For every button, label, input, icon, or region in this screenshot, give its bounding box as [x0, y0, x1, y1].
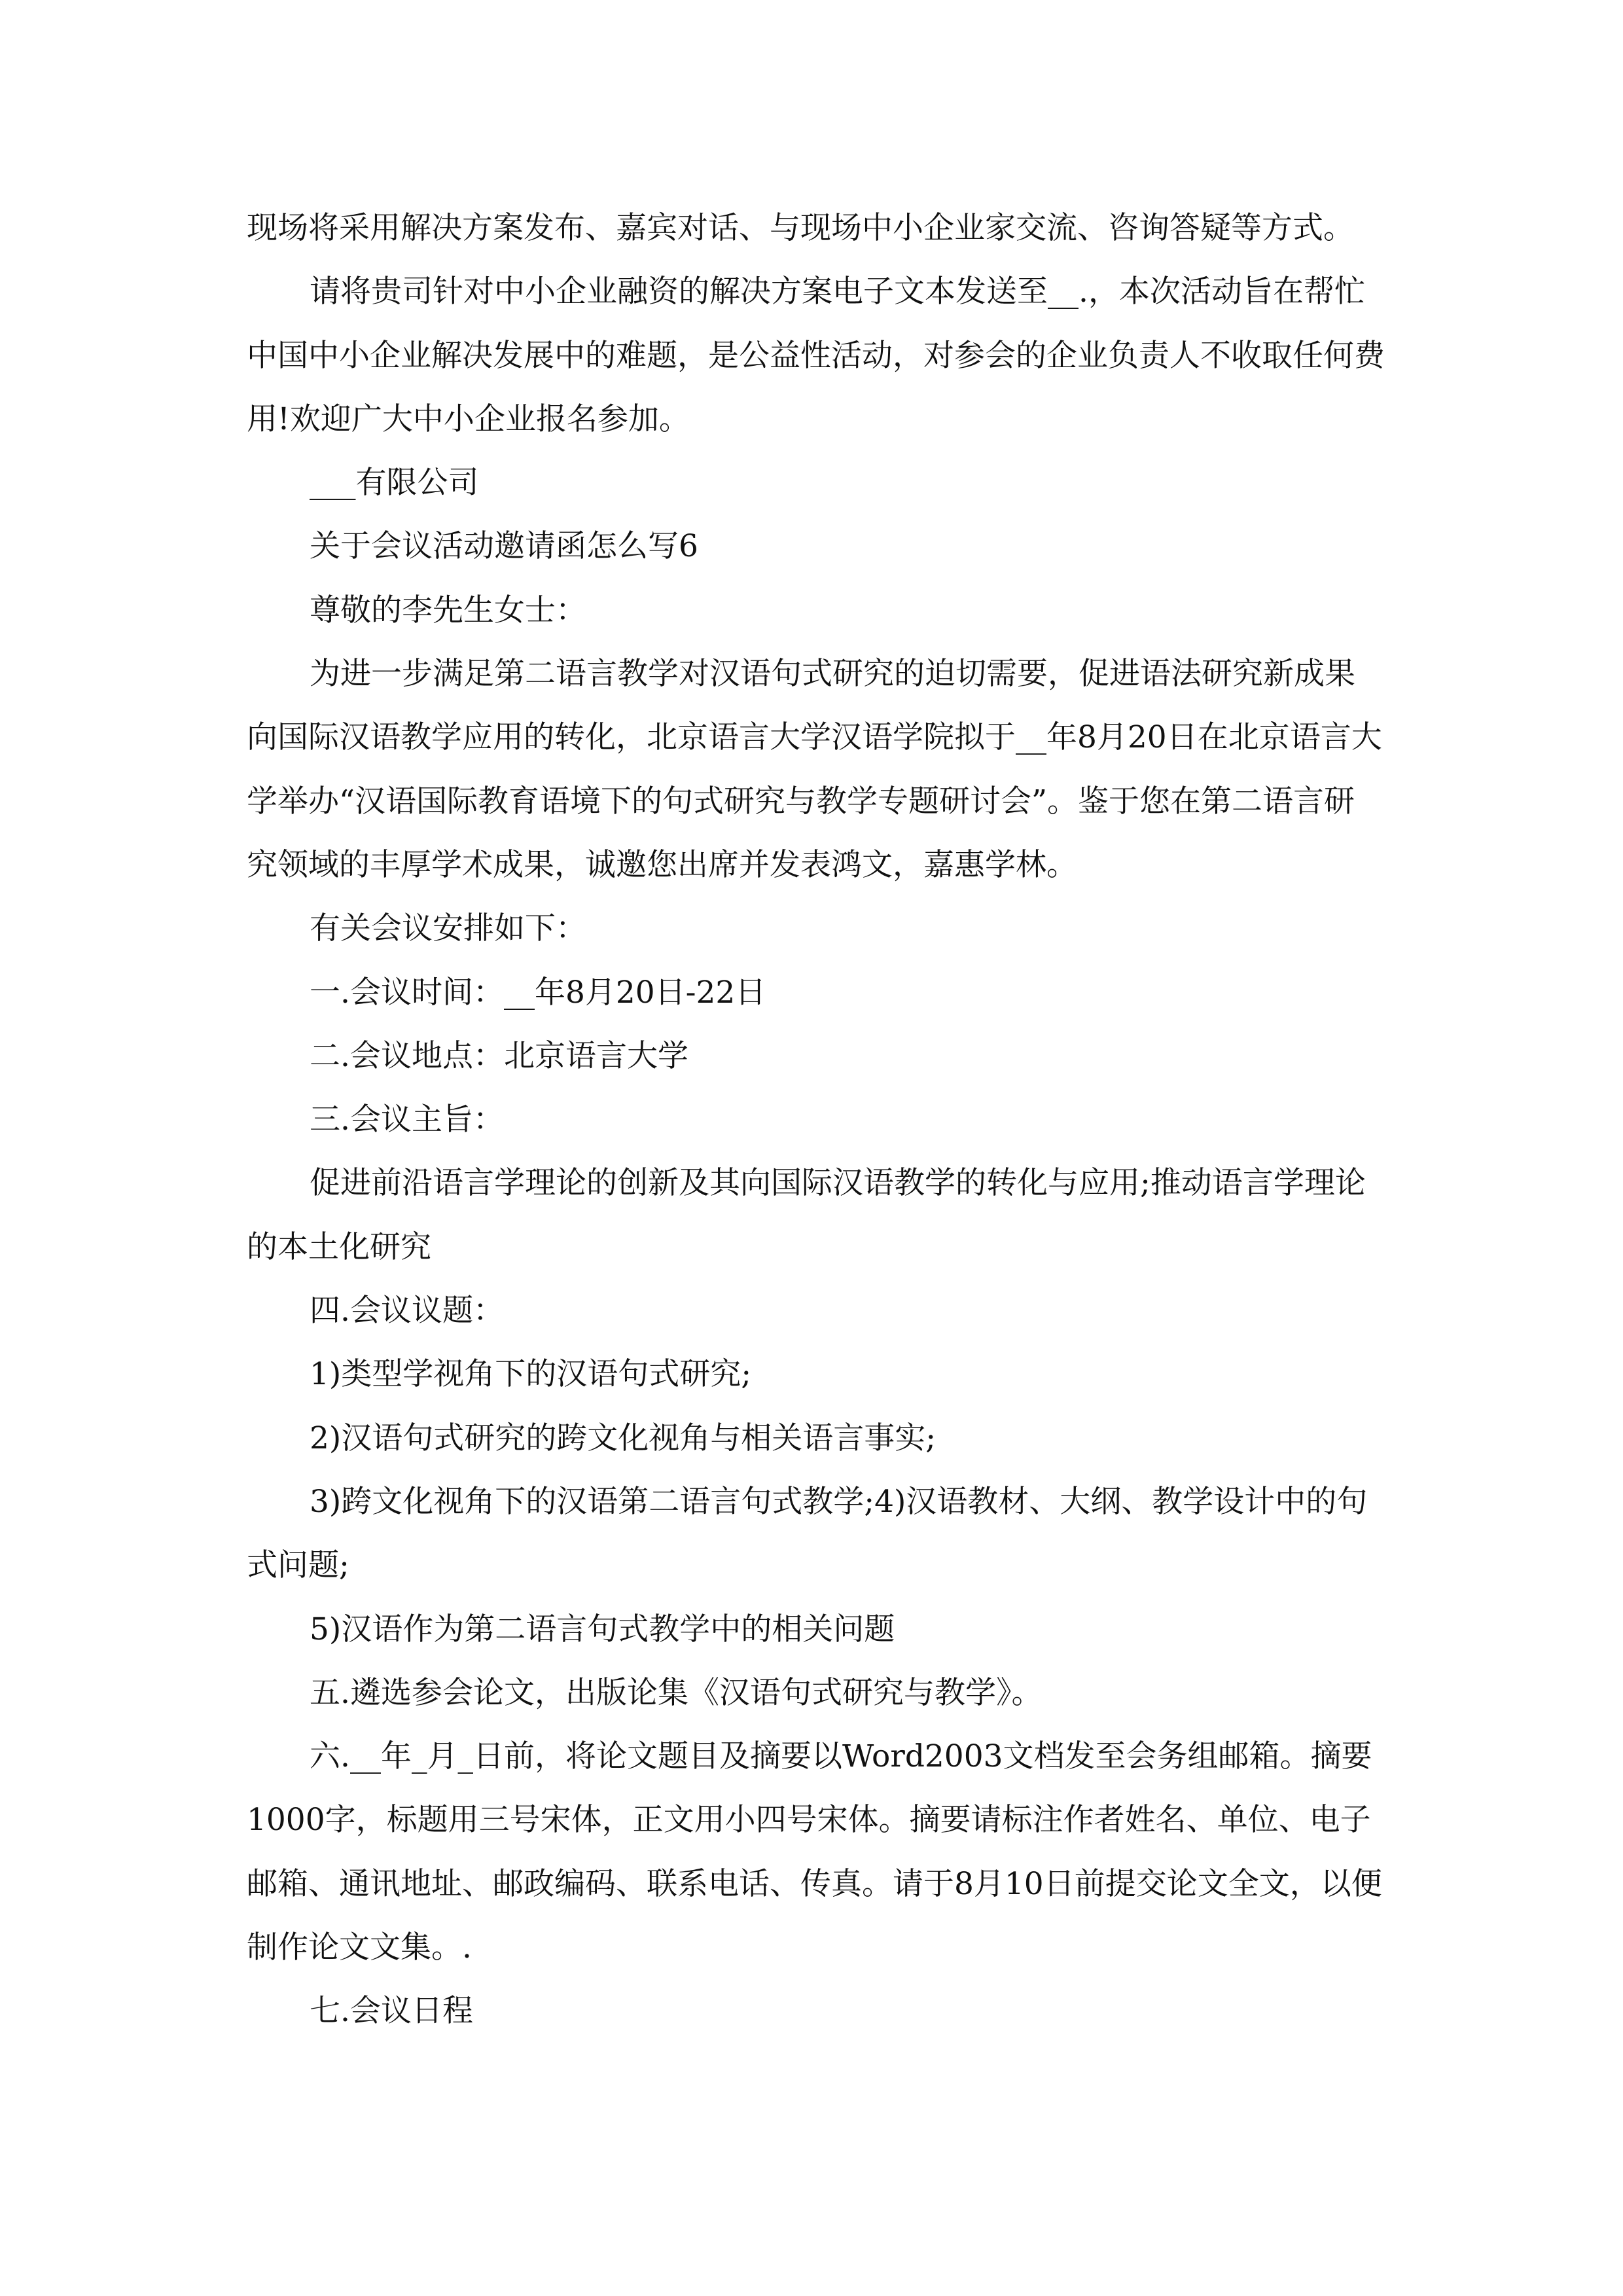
item-meeting-purpose-heading: 三.会议主旨： [310, 1102, 504, 1138]
salutation: 尊敬的李先生女士： [310, 592, 586, 628]
section-title: 关于会议活动邀请函怎么写6 [310, 528, 698, 565]
topic-item-2: 2)汉语句式研究的跨文化视角与相关语言事实; [310, 1420, 936, 1456]
item-meeting-schedule: 七.会议日程 [310, 1993, 473, 2030]
item-meeting-topics-heading: 四.会议议题： [310, 1293, 504, 1329]
topic-item-5: 5)汉语作为第二语言句式教学中的相关问题 [310, 1611, 895, 1647]
item-meeting-time: 一.会议时间：__年8月20日-22日 [310, 974, 766, 1011]
paragraph-invitation-body: 为进一步满足第二语言教学对汉语句式研究的迫切需要，促进语法研究新成果向国际汉语教学应用的转化，北京语言大学汉语学院拟于__年8月20日在北京语言大学举办“汉语国际教育语境下的句式研究与教学专题研讨会”。鉴于您在第二语言研究领域的丰厚学术成果，诚邀您出席并发表鸿文，嘉惠学林。 [247, 656, 1382, 883]
item-meeting-location: 二.会议地点：北京语言大学 [310, 1037, 688, 1074]
item-submission-deadline: 六.__年_月_日前，将论文题目及摘要以Word2003文档发至会务组邮箱。摘要1000字，标题用三号宋体，正文用小四号宋体。摘要请标注作者姓名、单位、电子邮箱、通讯地址、邮政编码、联系电话、传真。请于8月10日前提交论文全文，以便制作论文文集。. [247, 1738, 1382, 1966]
paragraph-submission-request: 请将贵司针对中小企业融资的解决方案电子文本发送至__.，本次活动旨在帮忙中国中小企业解决发展中的难题，是公益性活动，对参会的企业负责人不收取任何费用!欢迎广大中小企业报名参加。 [247, 274, 1385, 437]
paragraph-event-format: 现场将采用解决方案发布、嘉宾对话、与现场中小企业家交流、咨询答疑等方式。 [247, 210, 1354, 246]
topic-item-1: 1)类型学视角下的汉语句式研究; [310, 1356, 752, 1393]
topic-item-3-4: 3)跨文化视角下的汉语第二语言句式教学;4)汉语教材、大纲、教学设计中的句式问题; [247, 1483, 1368, 1584]
paragraph-meeting-purpose: 促进前沿语言学理论的创新及其向国际汉语教学的转化与应用;推动语言学理论的本土化研究 [247, 1165, 1366, 1265]
item-paper-selection: 五.遴选参会论文，出版论集《汉语句式研究与教学》。 [310, 1674, 1043, 1711]
paragraph-arrangements-intro: 有关会议安排如下： [310, 910, 586, 947]
paragraph-company-signature: ___有限公司 [310, 465, 479, 501]
document-body [247, 196, 1385, 2043]
